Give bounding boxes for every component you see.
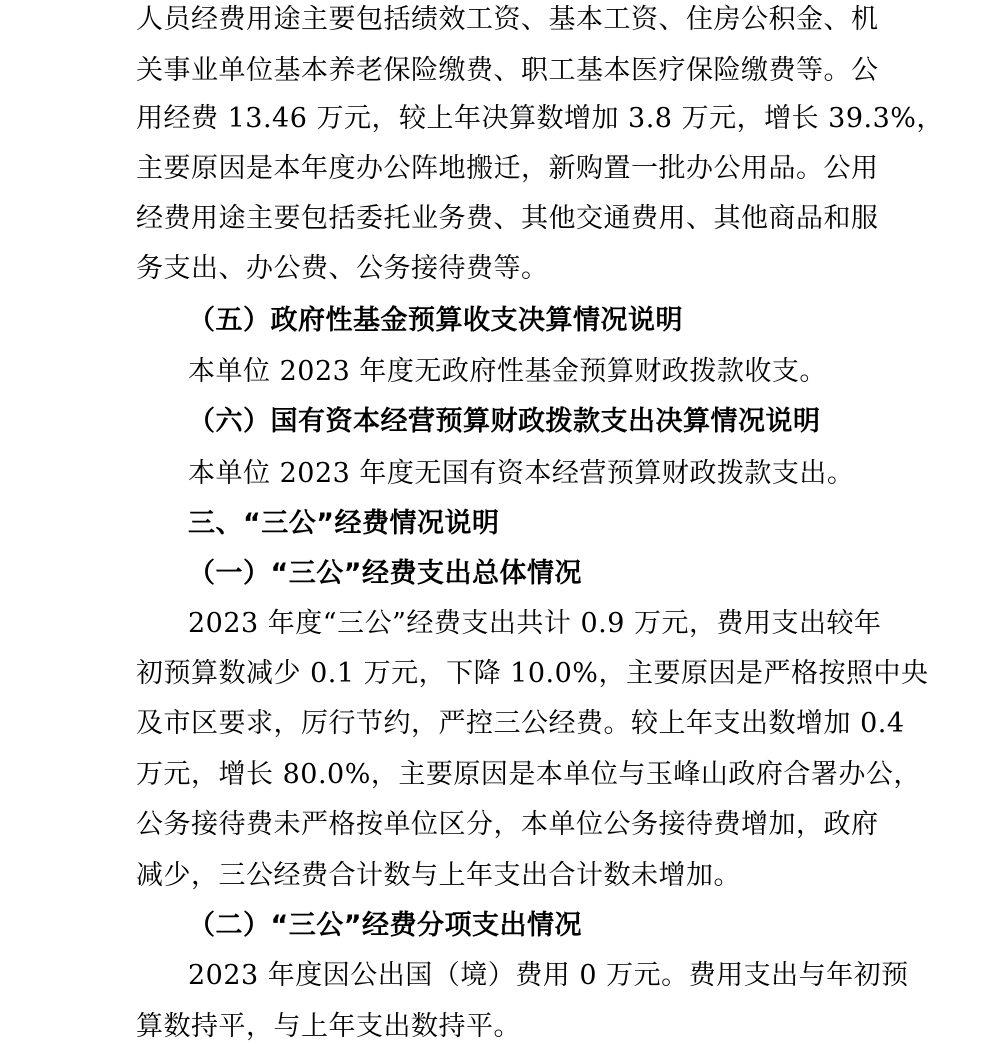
paragraph-line: 公务接待费未严格按单位区分，本单位公务接待费增加，政府 [136, 809, 879, 840]
paragraph-line: 2023 年度“三公”经费支出共计 0.9 万元，费用支出较年 [188, 608, 882, 639]
paragraph-line: 人员经费用途主要包括绩效工资、基本工资、住房公积金、机 [136, 4, 879, 35]
paragraph-line: 减少，三公经费合计数与上年支出合计数未增加。 [136, 860, 741, 891]
paragraph-line: 主要原因是本年度办公阵地搬迁，新购置一批办公用品。公用 [136, 153, 879, 184]
section-heading-3: 三、“三公”经费情况说明 [188, 508, 500, 539]
section-heading-6: （六）国有资本经营预算财政拨款支出决算情况说明 [188, 406, 821, 437]
paragraph-line: 2023 年度因公出国（境）费用 0 万元。费用支出与年初预 [188, 960, 909, 991]
paragraph-line: 关事业单位基本养老保险缴费、职工基本医疗保险缴费等。公 [136, 55, 879, 86]
paragraph-line: 经费用途主要包括委托业务费、其他交通费用、其他商品和服 [136, 203, 879, 234]
paragraph-line: 本单位 2023 年度无政府性基金预算财政拨款收支。 [188, 356, 827, 387]
paragraph-line: 本单位 2023 年度无国有资本经营预算财政拨款支出。 [188, 458, 855, 489]
subsection-heading-1: （一）“三公”经费支出总体情况 [188, 558, 582, 589]
section-heading-5: （五）政府性基金预算收支决算情况说明 [188, 305, 683, 336]
paragraph-line: 及市区要求，厉行节约，严控三公经费。较上年支出数增加 0.4 [136, 708, 905, 739]
paragraph-line: 初预算数减少 0.1 万元，下降 10.0%，主要原因是严格按照中央 [136, 658, 929, 689]
paragraph-line: 万元，增长 80.0%，主要原因是本单位与玉峰山政府合署办公， [136, 759, 921, 790]
subsection-heading-2: （二）“三公”经费分项支出情况 [188, 910, 582, 941]
paragraph-line: 算数持平，与上年支出数持平。 [136, 1011, 521, 1042]
paragraph-line: 用经费 13.46 万元，较上年决算数增加 3.8 万元，增长 39.3%， [136, 103, 944, 134]
paragraph-line: 务支出、办公费、公务接待费等。 [136, 253, 549, 284]
